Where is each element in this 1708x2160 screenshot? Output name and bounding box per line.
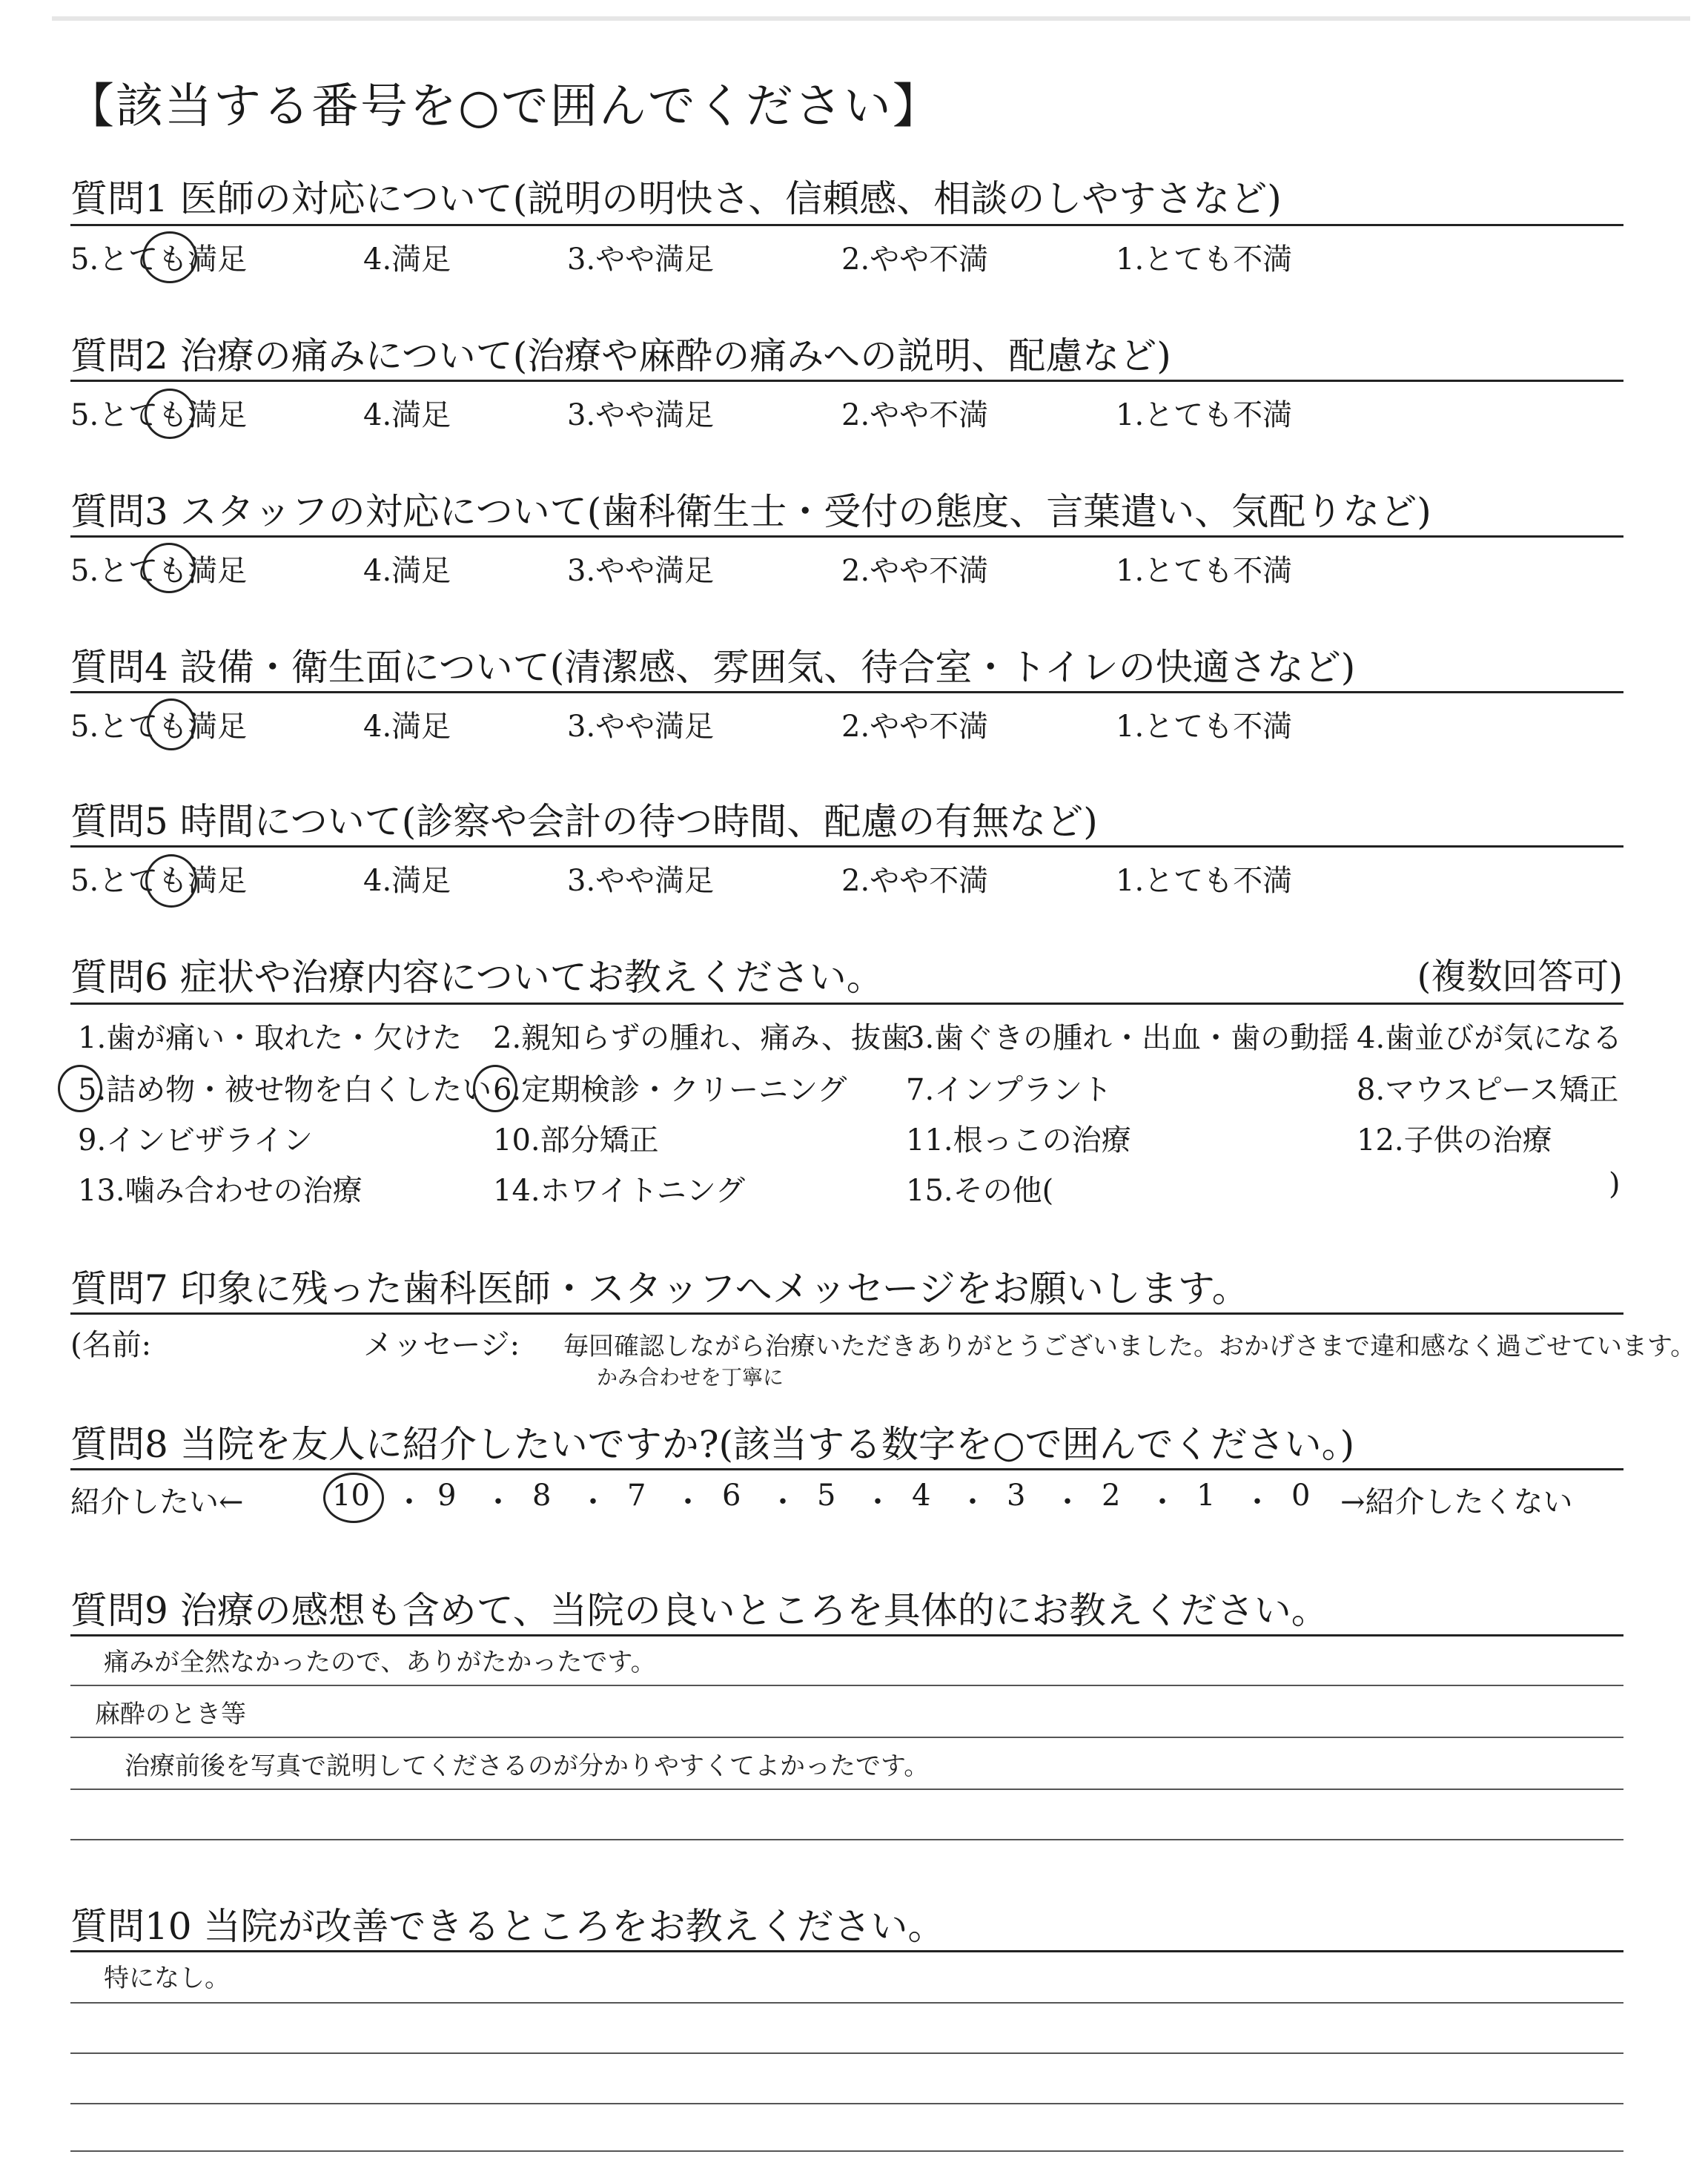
q8-separator: ・: [1148, 1485, 1177, 1519]
q1-option-3[interactable]: 3.やや満足: [567, 242, 715, 277]
q4-option-1[interactable]: 1.とても不満: [1116, 710, 1293, 744]
q4-title: 質問4 設備・衛生面について(清潔感、雰囲気、待合室・トイレの快適さなど): [70, 646, 1356, 689]
q9-writing-line: [70, 1737, 1623, 1738]
q1-option-1[interactable]: 1.とても不満: [1116, 242, 1293, 277]
q10-title: 質問10 当院が改善できるところをお教えください。: [70, 1905, 945, 1948]
q5-selection-circle: [145, 854, 197, 908]
q9-answer-line-2[interactable]: 麻酔のとき等: [95, 1700, 246, 1729]
q6-option-8[interactable]: 8.マウスピース矯正: [1357, 1073, 1619, 1107]
q6-option-12[interactable]: 12.子供の治療: [1357, 1123, 1552, 1157]
q4-option-3[interactable]: 3.やや満足: [567, 710, 715, 744]
q8-separator: ・: [768, 1485, 798, 1519]
q9-answer-line-3[interactable]: 治療前後を写真で説明してくださるのが分かりやすくてよかったです。: [125, 1751, 930, 1781]
q10-rule: [70, 1950, 1623, 1952]
q6-title: 質問6 症状や治療内容についてお教えください。: [70, 956, 884, 999]
q5-title: 質問5 時間について(診察や会計の待つ時間、配慮の有無など): [70, 800, 1098, 843]
q7-rule: [70, 1312, 1623, 1315]
q7-message-insert: かみ合わせを丁寧に: [597, 1365, 784, 1390]
q7-title: 質問7 印象に残った歯科医師・スタッフへメッセージをお願いします。: [70, 1267, 1249, 1310]
q6-option-7[interactable]: 7.インプラント: [906, 1073, 1113, 1107]
q6-option-1[interactable]: 1.歯が痛い・取れた・欠けた: [78, 1021, 463, 1055]
q6-option-5[interactable]: 5.詰め物・被せ物を白くしたい: [78, 1073, 492, 1107]
q10-writing-line: [70, 2103, 1623, 2104]
q9-writing-line: [70, 1789, 1623, 1790]
q1-rule: [70, 224, 1623, 226]
q3-title: 質問3 スタッフの対応について(歯科衛生士・受付の態度、言葉遣い、気配りなど): [70, 490, 1431, 533]
q5-option-5[interactable]: 5.とても満足: [70, 864, 248, 898]
q8-separator: ・: [1053, 1485, 1082, 1519]
q8-score-3[interactable]: 3: [1007, 1479, 1026, 1513]
q2-option-4[interactable]: 4.満足: [363, 398, 451, 432]
scan-top-edge: [52, 16, 1690, 21]
q10-writing-line: [70, 2002, 1623, 2004]
q2-option-3[interactable]: 3.やや満足: [567, 398, 715, 432]
q6-rule: [70, 1003, 1623, 1005]
q4-selection-circle: [147, 698, 196, 750]
q6-selection-circle-6: [473, 1065, 517, 1112]
q1-option-4[interactable]: 4.満足: [363, 242, 451, 277]
q8-score-6[interactable]: 6: [722, 1479, 741, 1513]
q8-separator: ・: [863, 1485, 893, 1519]
q9-title: 質問9 治療の感想も含めて、当院の良いところを具体的にお教えください。: [70, 1589, 1328, 1632]
q8-right-label: →紹介したくない: [1340, 1485, 1573, 1519]
q6-option-10[interactable]: 10.部分矯正: [493, 1123, 659, 1157]
q1-option-2[interactable]: 2.やや不満: [841, 242, 989, 277]
q8-rule: [70, 1468, 1623, 1470]
q8-selection-circle: [323, 1473, 384, 1523]
q1-option-5[interactable]: 5.とても満足: [70, 242, 248, 277]
q4-rule: [70, 691, 1623, 693]
q7-name-label: (名前:: [70, 1328, 152, 1362]
q2-title: 質問2 治療の痛みについて(治療や麻酔の痛みへの説明、配慮など): [70, 334, 1171, 377]
q5-option-3[interactable]: 3.やや満足: [567, 864, 715, 898]
q8-score-7[interactable]: 7: [627, 1479, 646, 1513]
q3-rule: [70, 535, 1623, 538]
q3-option-5[interactable]: 5.とても満足: [70, 554, 248, 588]
q6-option-9[interactable]: 9.インビザライン: [78, 1123, 313, 1157]
q6-selection-circle-5: [58, 1065, 102, 1112]
q8-title: 質問8 当院を友人に紹介したいですか?(該当する数字を○で囲んでください。): [70, 1423, 1355, 1466]
q5-option-4[interactable]: 4.満足: [363, 864, 451, 898]
q1-title: 質問1 医師の対応について(説明の明快さ、信頼感、相談のしやすさなど): [70, 177, 1282, 220]
q8-score-4[interactable]: 4: [912, 1479, 931, 1513]
q6-multiple-answers-note: (複数回答可): [1417, 956, 1623, 997]
q5-option-1[interactable]: 1.とても不満: [1116, 864, 1293, 898]
q8-score-9[interactable]: 9: [437, 1479, 457, 1513]
q8-separator: ・: [578, 1485, 608, 1519]
q3-option-1[interactable]: 1.とても不満: [1116, 554, 1293, 588]
q6-option-15[interactable]: 15.その他(: [906, 1174, 1054, 1208]
q5-rule: [70, 845, 1623, 848]
q9-writing-line: [70, 1839, 1623, 1840]
q2-selection-circle: [145, 389, 195, 439]
q8-separator: ・: [673, 1485, 703, 1519]
q6-option-13[interactable]: 13.噛み合わせの治療: [78, 1174, 363, 1208]
q9-rule: [70, 1634, 1623, 1636]
q8-separator: ・: [483, 1485, 513, 1519]
q6-option-3[interactable]: 3.歯ぐきの腫れ・出血・歯の動揺: [906, 1021, 1350, 1055]
q6-option-4[interactable]: 4.歯並びが気になる: [1357, 1021, 1623, 1055]
q6-option-11[interactable]: 11.根っこの治療: [906, 1123, 1131, 1157]
q4-option-5[interactable]: 5.とても満足: [70, 710, 248, 744]
q5-option-2[interactable]: 2.やや不満: [841, 864, 989, 898]
q3-option-3[interactable]: 3.やや満足: [567, 554, 715, 588]
q8-score-1[interactable]: 1: [1196, 1479, 1216, 1513]
q8-score-5[interactable]: 5: [817, 1479, 836, 1513]
q2-option-5[interactable]: 5.とても満足: [70, 398, 248, 432]
q8-score-8[interactable]: 8: [532, 1479, 552, 1513]
q2-option-2[interactable]: 2.やや不満: [841, 398, 989, 432]
q7-message-label: メッセージ:: [363, 1328, 520, 1362]
q10-answer[interactable]: 特になし。: [104, 1964, 230, 1993]
q3-selection-circle: [142, 543, 196, 593]
page-header: 【該当する番号を○で囲んでください】: [67, 79, 941, 134]
q8-separator: ・: [394, 1485, 424, 1519]
q6-option-6[interactable]: 6.定期検診・クリーニング: [493, 1073, 847, 1107]
q4-option-4[interactable]: 4.満足: [363, 710, 451, 744]
q1-selection-circle: [142, 231, 197, 283]
q8-separator: ・: [1242, 1485, 1272, 1519]
q10-writing-line: [70, 2052, 1623, 2054]
q8-score-2[interactable]: 2: [1102, 1479, 1121, 1513]
q4-option-2[interactable]: 2.やや不満: [841, 710, 989, 744]
q9-writing-line: [70, 1685, 1623, 1686]
q2-option-1[interactable]: 1.とても不満: [1116, 398, 1293, 432]
q10-writing-line: [70, 2150, 1623, 2152]
q2-rule: [70, 380, 1623, 382]
q9-answer-line-1[interactable]: 痛みが全然なかったので、ありがたかったです。: [104, 1648, 656, 1677]
q6-option-2[interactable]: 2.親知らずの腫れ、痛み、抜歯: [493, 1021, 910, 1055]
q8-score-0[interactable]: 0: [1291, 1479, 1311, 1513]
q7-message-handwritten[interactable]: 毎回確認しながら治療いただきありがとうございました。おかげさまで違和感なく過ごせています。: [563, 1332, 1696, 1361]
q8-score-10[interactable]: 10: [332, 1479, 370, 1513]
q8-left-label: 紹介したい←: [70, 1485, 244, 1519]
q8-separator: ・: [958, 1485, 987, 1519]
q3-option-4[interactable]: 4.満足: [363, 554, 451, 588]
q6-option-14[interactable]: 14.ホワイトニング: [493, 1174, 746, 1208]
q6-option-15-close-paren: ): [1609, 1167, 1621, 1201]
q3-option-2[interactable]: 2.やや不満: [841, 554, 989, 588]
